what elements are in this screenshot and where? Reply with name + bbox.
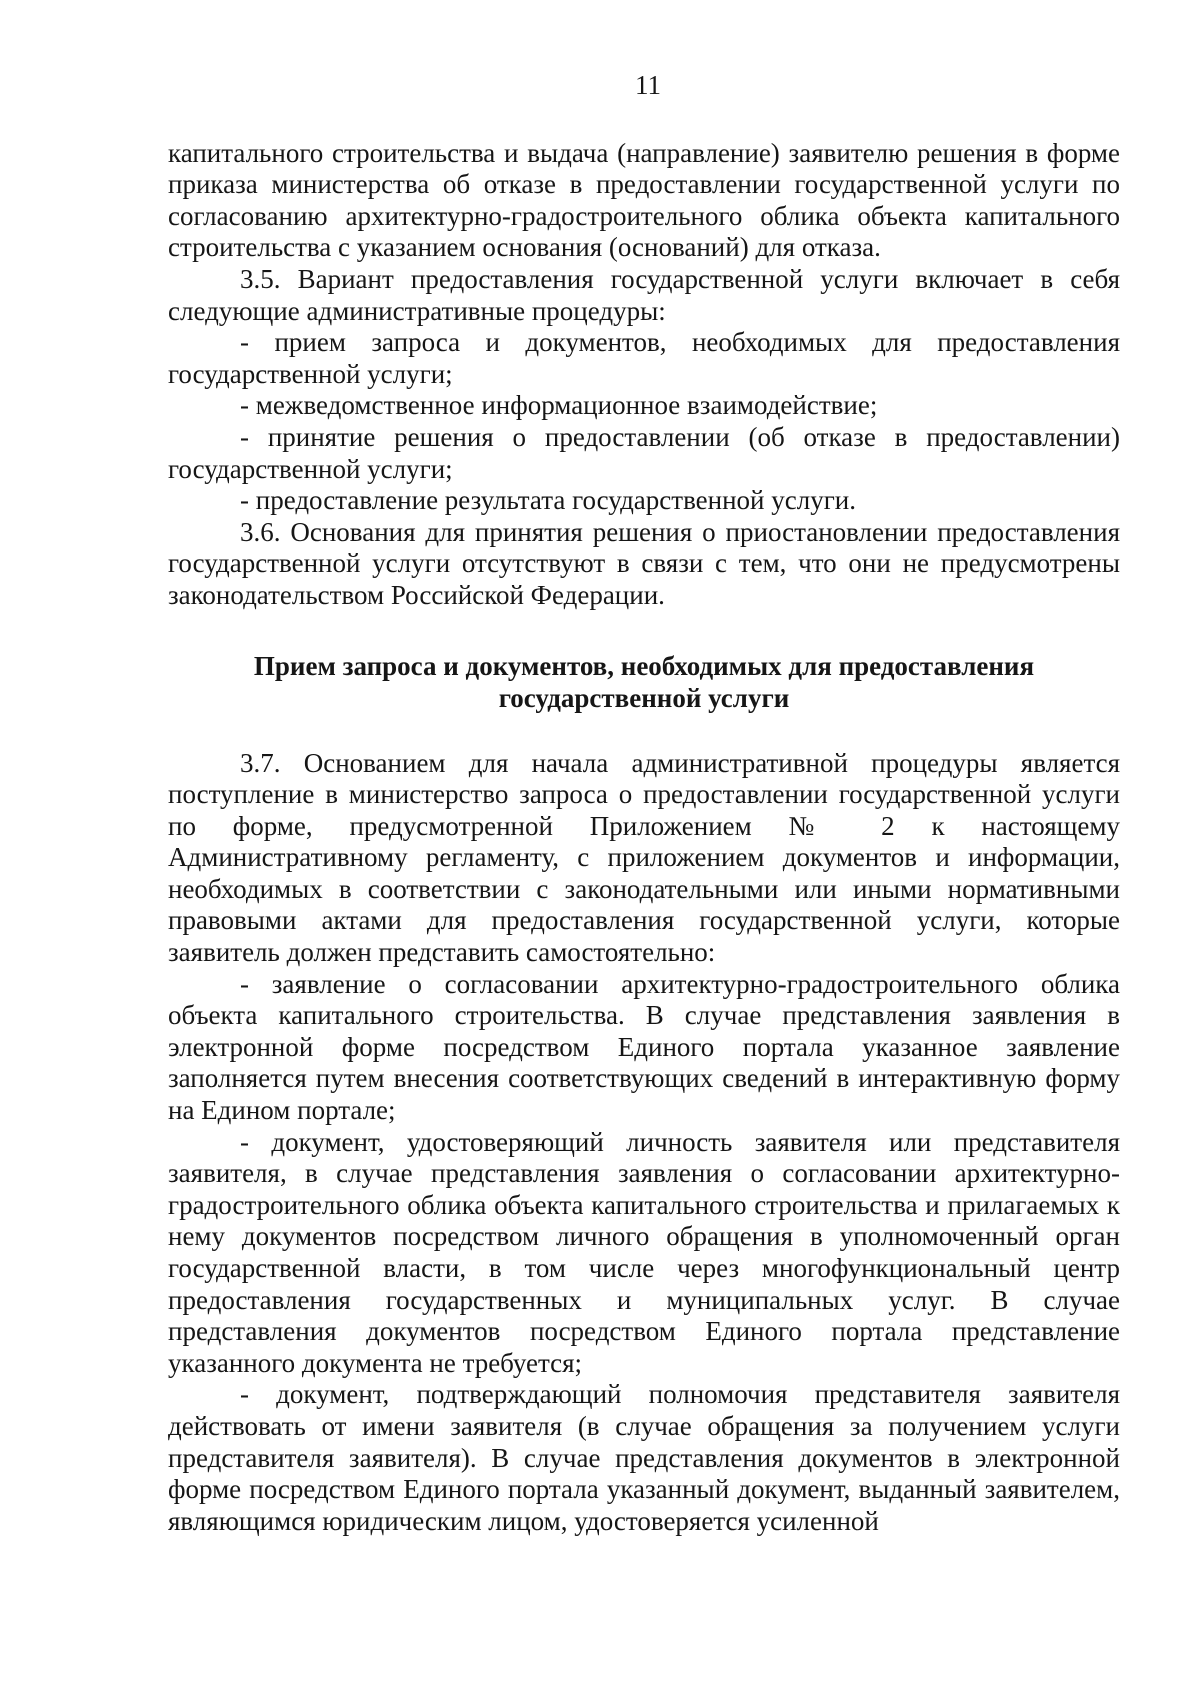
paragraph-3-6: 3.6. Основания для принятия решения о приостановлении предоставления государственной услуги отсутствуют в связи с тем, что они не предусмотрены законодательством Российской Федерации. <box>168 516 1120 610</box>
paragraph-3-5: 3.5. Вариант предоставления государственной услуги включает в себя следующие административные процедуры: <box>168 263 1120 326</box>
list-item-procedure: - предоставление результата государственной услуги. <box>240 485 856 516</box>
page-number: 11 <box>635 70 661 100</box>
section-heading-line: государственной услуги <box>498 682 790 713</box>
section-heading-line: Прием запроса и документов, необходимых для предоставления <box>253 650 1035 681</box>
list-item-procedure: - принятие решения о предоставлении (об отказе в предоставлении) государственной услуги; <box>168 421 1120 484</box>
paragraph-continuation: капитального строительства и выдача (направление) заявителю решения в форме приказа министерства об отказе в предоставлении государственной услуги по согласованию архитектурно-градостроительного облика объекта капитального строительства с указанием основания (оснований) для отказа. <box>168 137 1120 263</box>
list-item-procedure: - прием запроса и документов, необходимых для предоставления государственной услуги; <box>168 327 1120 389</box>
list-item-procedure: - межведомственное информационное взаимодействие; <box>240 390 878 421</box>
section-heading <box>168 650 1120 714</box>
list-item-document: - документ, удостоверяющий личность заявителя или представителя заявителя, в случае представления заявления о согласовании архитектурно-градостроительного облика объекта капитального строительства и прилагаемых к нему документов посредством личного обращения в уполномоченный орган государственной власти, в том числе через многофункциональный центр предоставления государственных и муниципальных услуг. В случае представления документов посредством Единого портала представление указанного документа не требуется; <box>168 1126 1120 1378</box>
paragraph-3-7: 3.7. Основанием для начала административной процедуры является поступление в министерство запроса о предоставлении государственной услуги по форме, предусмотренной Приложением № 2 к настоящему Административному регламенту, с приложением документов и информации, необходимых в соответствии с законодательными или иными нормативными правовыми актами для предоставления государственной услуги, которые заявитель должен представить самостоятельно: <box>168 747 1120 968</box>
list-item-document: - документ, подтверждающий полномочия представителя заявителя действовать от имени заявителя (в случае обращения за получением услуги представителя заявителя). В случае представления документов в электронной форме посредством Единого портала указанный документ, выданный заявителем, являющимся юридическим лицом, удостоверяется усиленной <box>168 1379 1120 1536</box>
list-item-document: - заявление о согласовании архитектурно-градостроительного облика объекта капитального строительства. В случае представления заявления в электронной форме посредством Единого портала указанное заявление заполняется путем внесения соответствующих сведений в интерактивную форму на Едином портале; <box>168 968 1120 1126</box>
document-page <box>168 70 1120 1537</box>
